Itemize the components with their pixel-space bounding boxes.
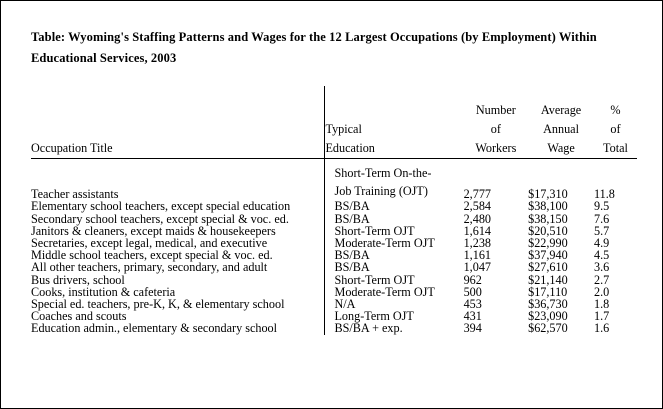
column-header-percent-line3: Total [603,141,628,156]
cell-education: BS/BA [325,213,464,225]
cell-percent: 1.6 [593,321,610,336]
cell-education: Short-Term OJT [325,225,464,237]
cell-education: BS/BA [325,249,464,261]
cell-percent: 5.7 [593,223,610,238]
cell-occupation: Education admin., elementary & secondary school [31,321,278,336]
table-caption: Table: Wyoming's Staffing Patterns and Wages for the 12 Largest Occupations (by Employment) Within Educational Services, 2003 [31,30,597,65]
column-header-workers-line3: Workers [475,141,517,156]
cell-occupation: Special ed. teachers, pre-K, K, & elementary school [31,297,285,312]
cell-education-line1: Short-Term On-the- [334,166,432,181]
column-header-percent [594,86,637,158]
cell-wage: $27,610 [528,260,568,275]
cell-percent: 2.0 [593,284,610,299]
column-header-workers-line1: Number [475,103,516,118]
cell-workers: 1,238 [463,236,491,251]
cell-workers: 2,480 [463,211,491,226]
cell-occupation: Coaches and scouts [31,309,127,324]
cell-percent: 11.8 [593,187,615,202]
cell-education: Moderate-Term OJT [325,286,464,298]
cell-wage: $21,140 [528,272,568,287]
cell-percent: 1.8 [593,297,610,312]
column-header-percent-line1: % [610,103,621,118]
table-body [31,159,637,335]
cell-education: N/A [325,298,464,310]
table-header [31,86,637,158]
cell-education [325,159,464,201]
table-row [31,213,637,225]
cell-percent: 3.6 [593,260,610,275]
cell-wage: $38,150 [528,211,568,226]
cell-education-line2: Job Training (OJT) [334,183,428,198]
cell-workers: 394 [463,321,482,336]
cell-percent: 2.7 [593,272,610,287]
column-header-wage-line2: Annual [543,122,579,137]
column-header-education [325,86,464,158]
column-header-education-line1: Typical [325,122,362,137]
column-header-occupation [31,86,325,158]
cell-education: BS/BA [325,200,464,212]
cell-workers: 1,047 [463,260,491,275]
table-row [31,322,637,334]
cell-occupation: All other teachers, primary, secondary, and adult [31,260,268,275]
cell-wage: $37,940 [528,248,568,263]
cell-workers: 2,584 [463,199,491,214]
cell-occupation: Bus drivers, school [31,272,125,287]
cell-wage: $23,090 [528,309,568,324]
cell-education: Short-Term OJT [325,274,464,286]
cell-percent: 4.5 [593,248,610,263]
table-row [31,200,637,212]
cell-percent: 7.6 [593,211,610,226]
cell-workers: 1,161 [463,248,491,263]
cell-wage: $22,990 [528,236,568,251]
column-header-wage-line1: Average [540,103,582,118]
cell-workers: 500 [463,284,482,299]
cell-wage: $20,510 [528,223,568,238]
table-header-row [31,86,637,158]
table-row [31,261,637,273]
cell-education: BS/BA + exp. [325,322,464,334]
column-header-workers-line2: of [490,122,501,137]
column-header-occupation-label: Occupation Title [31,141,113,156]
column-header-workers [464,86,529,158]
cell-workers: 431 [463,309,482,324]
cell-percent: 4.9 [593,236,610,251]
cell-wage: $38,100 [528,199,568,214]
table-row [31,159,637,201]
cell-wage: $17,310 [528,187,568,202]
cell-education: Long-Term OJT [325,310,464,322]
column-header-wage [528,86,594,158]
cell-workers: 453 [463,297,482,312]
cell-occupation: Teacher assistants [31,187,119,202]
header-spacer [31,105,324,139]
cell-occupation: Secretaries, except legal, medical, and executive [31,236,268,251]
document-body [31,27,639,335]
cell-wage: $36,730 [528,297,568,312]
cell-occupation: Middle school teachers, except special & voc. ed. [31,248,273,263]
cell-wage: $17,110 [528,284,568,299]
cell-occupation: Secondary school teachers, except special & voc. ed. [31,211,289,226]
staffing-patterns-table [31,86,637,334]
cell-occupation: Janitors & cleaners, except maids & housekeepers [31,223,276,238]
cell-education: BS/BA [325,261,464,273]
cell-workers: 1,614 [463,223,491,238]
cell-wage: $62,570 [528,321,568,336]
cell-occupation: Elementary school teachers, except special education [31,199,291,214]
cell-workers: 2,777 [463,187,491,202]
column-header-education-line2: Education [325,141,375,156]
cell-occupation: Cooks, institution & cafeteria [31,284,176,299]
column-header-wage-line3: Wage [547,141,575,156]
cell-percent: 1.7 [593,309,610,324]
cell-workers: 962 [463,272,482,287]
cell-education: Moderate-Term OJT [325,237,464,249]
column-header-percent-line2: of [610,122,621,137]
header-spacer [325,86,463,120]
cell-percent: 9.5 [593,199,610,214]
